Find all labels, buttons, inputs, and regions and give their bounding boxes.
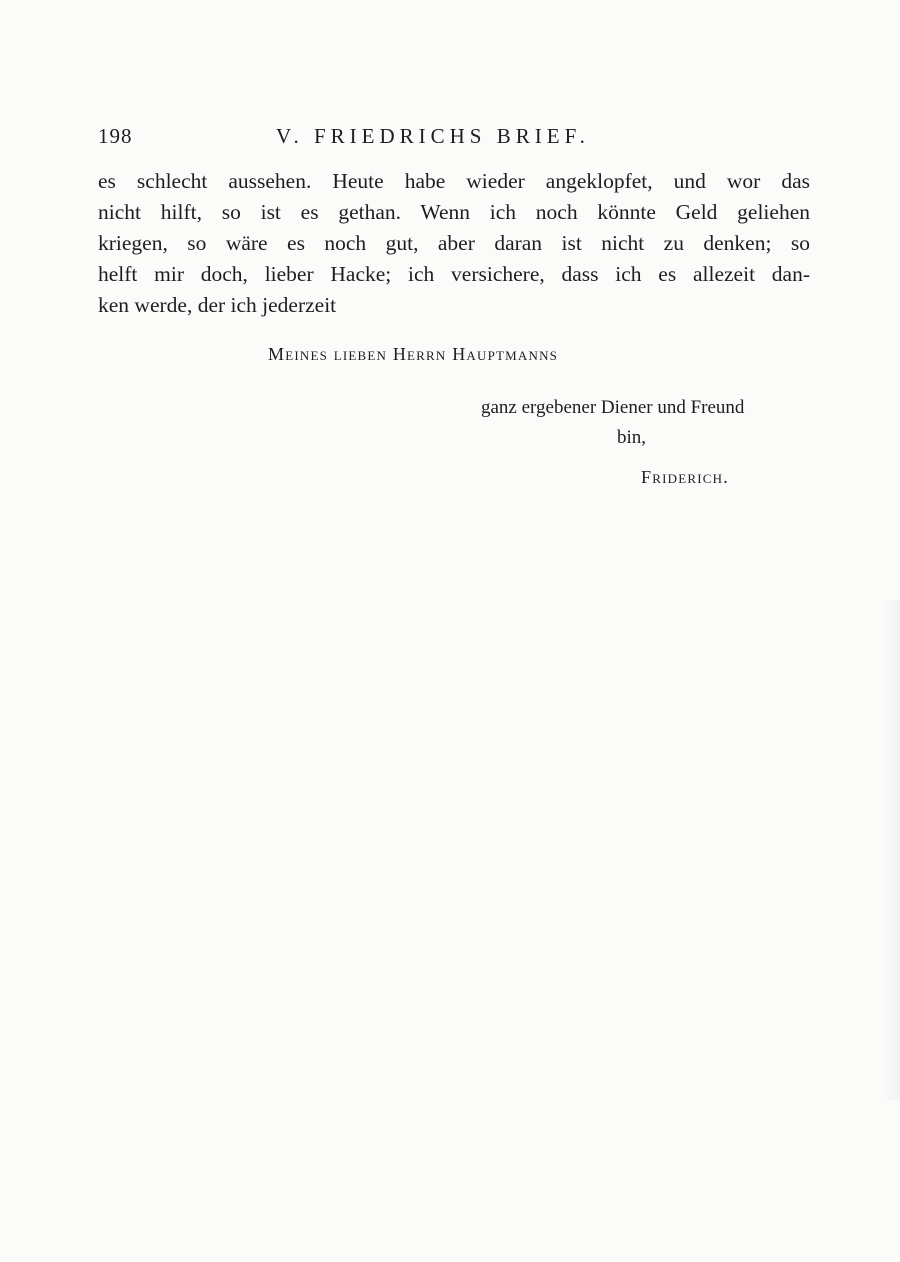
body-line: es schlecht aussehen. Heute habe wieder angeklopfet, und wor das <box>98 169 810 193</box>
signature: Friderich. <box>641 467 729 487</box>
body-line: ken werde, der ich jederzeit <box>98 293 337 317</box>
chapter-title: V. FRIEDRICHS BRIEF. <box>276 124 590 148</box>
page-edge-shadow <box>882 600 900 1100</box>
salutation: Meines lieben Herrn Hauptmanns <box>268 344 559 364</box>
letter-body <box>98 166 810 321</box>
closing-line: ganz ergebener Diener und Freund <box>481 397 745 418</box>
body-line: nicht hilft, so ist es gethan. Wenn ich noch könnte Geld geliehen <box>98 200 810 224</box>
body-line: helft mir doch, lieber Hacke; ich versichere, dass ich es allezeit dan- <box>98 262 810 286</box>
running-head <box>98 122 810 156</box>
page-number: 198 <box>98 124 133 148</box>
closing-line-bin: bin, <box>617 427 647 448</box>
body-line: kriegen, so wäre es noch gut, aber daran ist nicht zu denken; so <box>98 231 810 255</box>
